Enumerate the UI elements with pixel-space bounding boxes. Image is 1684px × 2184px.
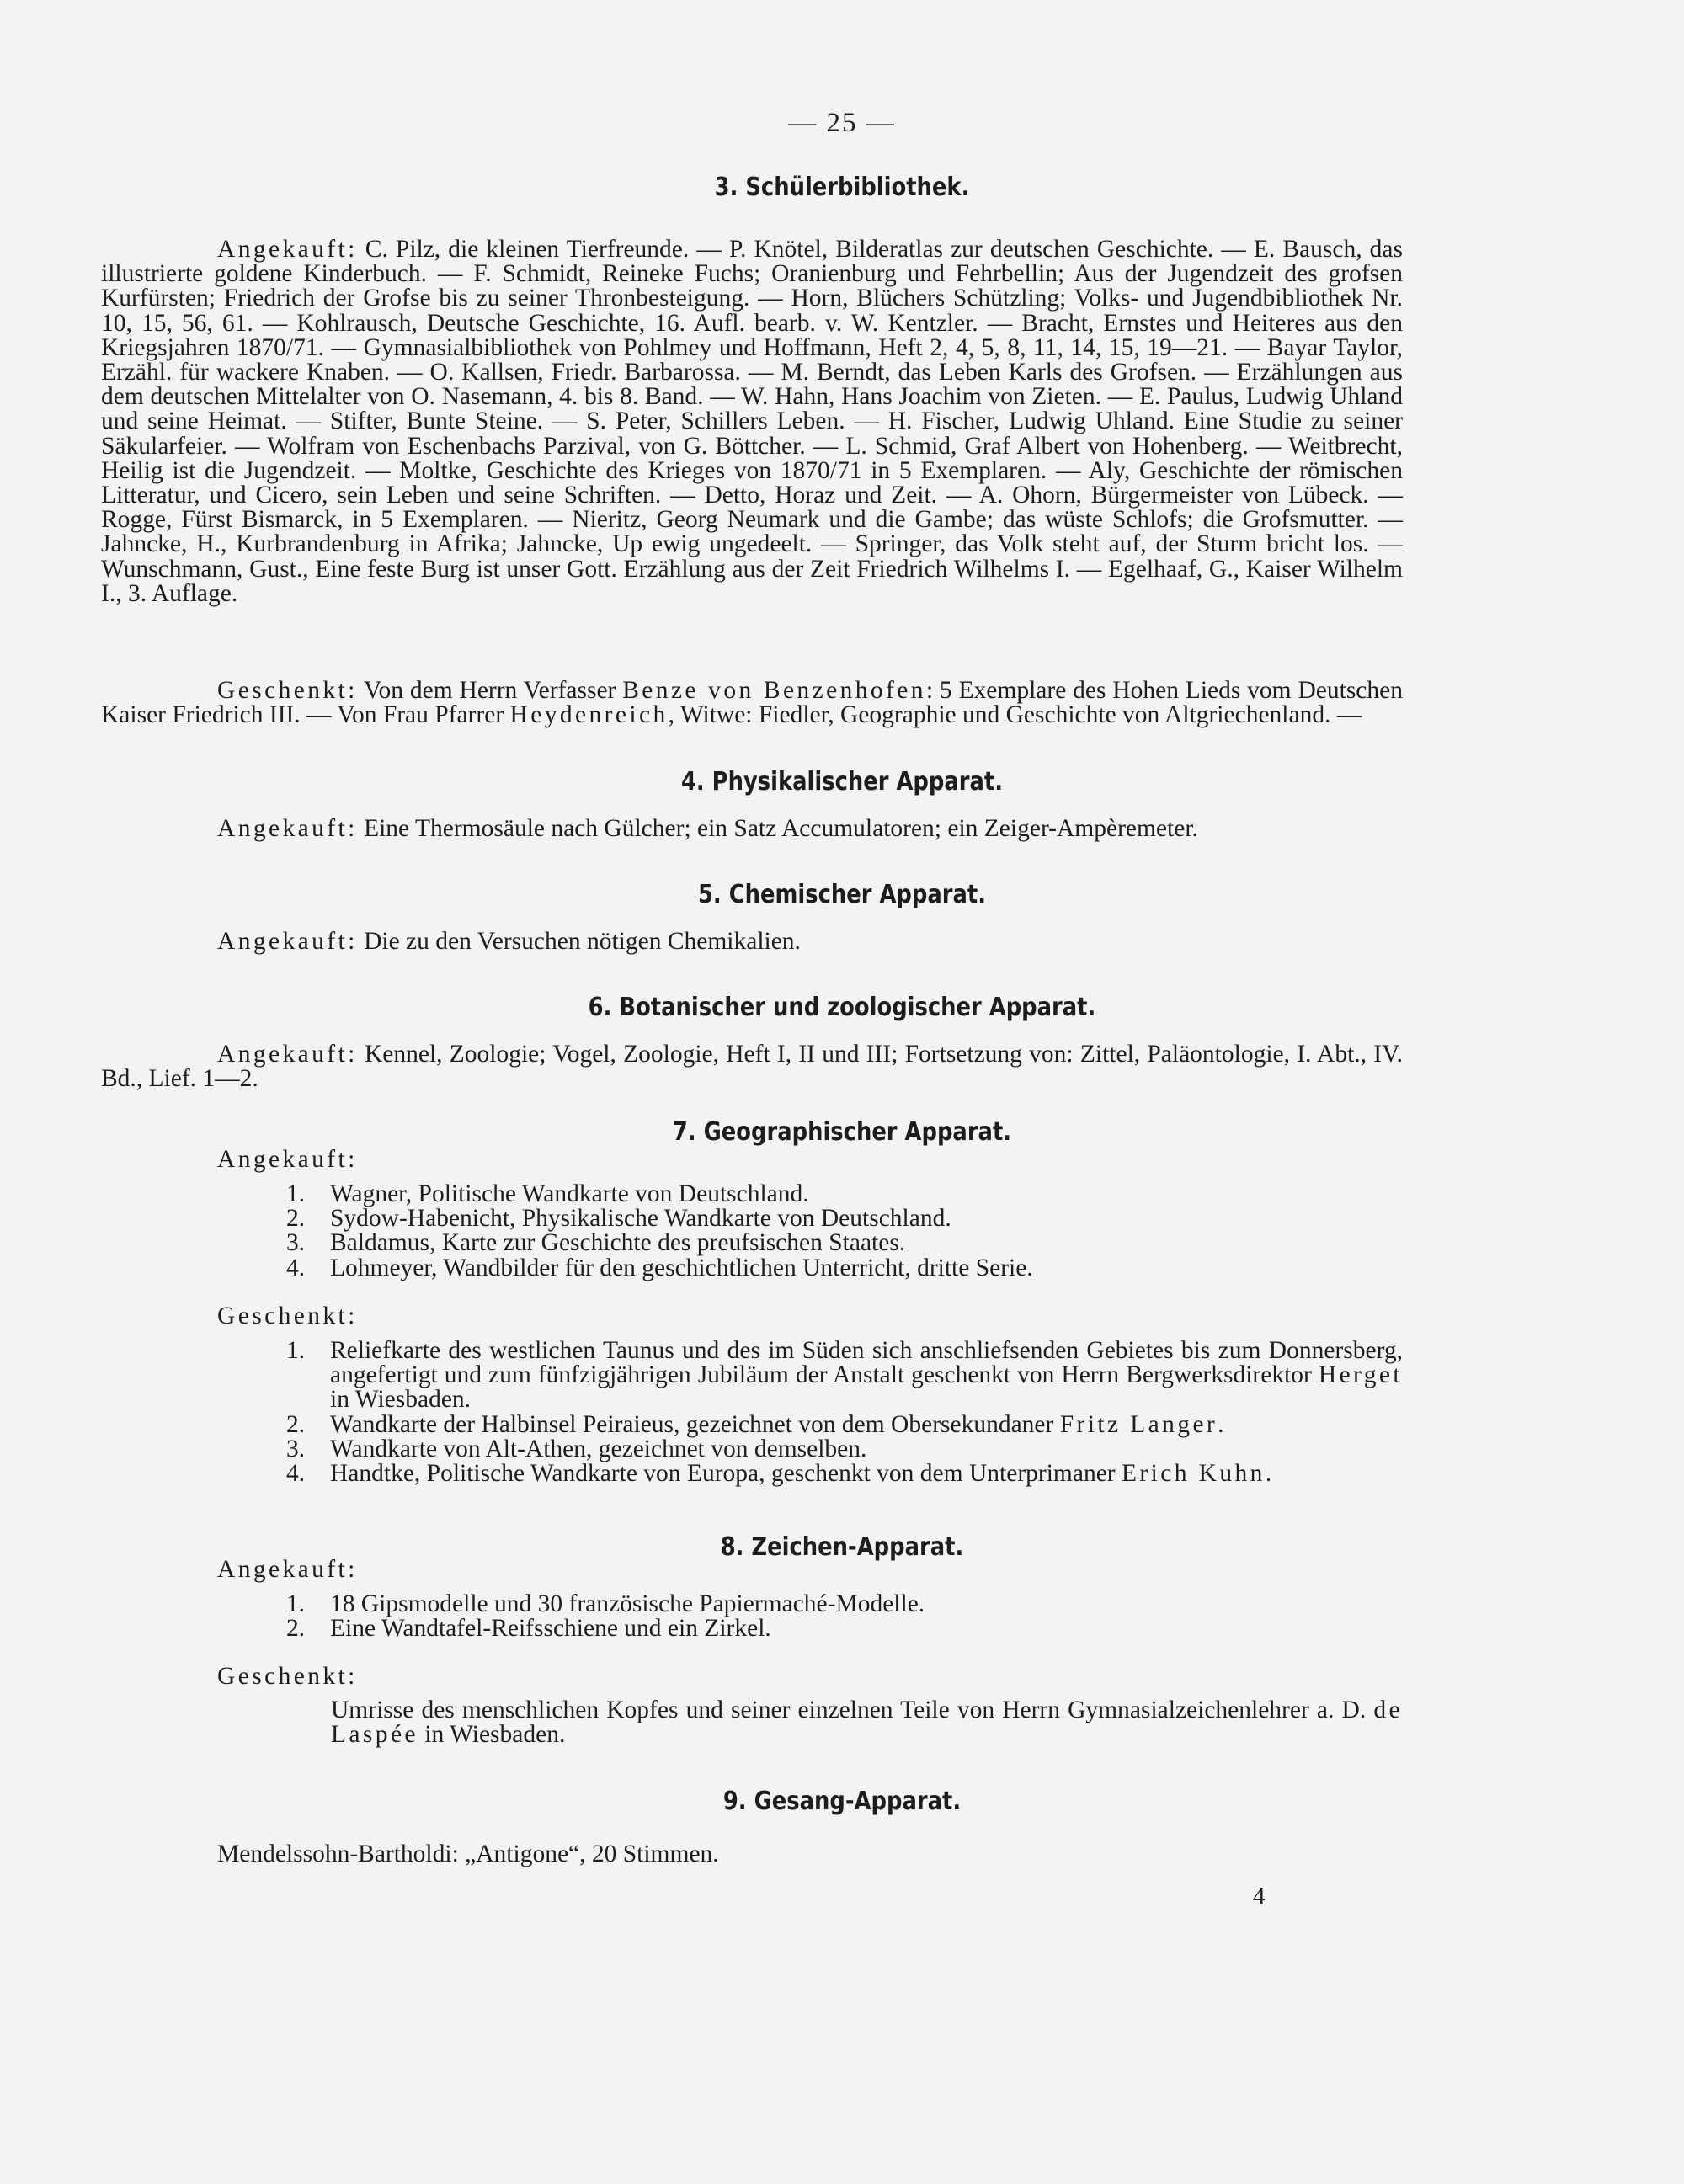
item-text: .: [1218, 1410, 1224, 1438]
list-item: [278, 1410, 1403, 1438]
angekauft-label: Angekauft:: [217, 928, 358, 955]
gesang-apparat-text: Mendelssohn-Bartholdi: „Antigone“, 20 Stimmen.: [217, 1840, 719, 1867]
zeichen-geschenkt-label: Geschenkt:: [217, 1663, 358, 1690]
angekauft-text: Die zu den Versuchen nötigen Chemikalien.: [357, 928, 801, 955]
item-text: Baldamus, Karte zur Geschichte des preufsischen Staates.: [330, 1229, 906, 1257]
physikalischer-apparat-paragraph: [101, 817, 1403, 841]
item-text: 18 Gipsmodelle und 30 französische Papiermaché-Modelle.: [330, 1590, 925, 1617]
schuelerbibliothek-angekauft-paragraph: [101, 237, 1403, 606]
item-number: 1.: [286, 1337, 306, 1364]
geographischer-geschenkt-label: Geschenkt:: [217, 1302, 358, 1329]
geschenkt-label: Geschenkt:: [217, 677, 358, 704]
donor-name: Herget: [1318, 1361, 1403, 1389]
list-item: [278, 1207, 1403, 1231]
section-heading-geographischer-apparat: 7. Geographischer Apparat.: [672, 1117, 1012, 1147]
chemischer-apparat-paragraph: [101, 930, 1403, 954]
item-text: Eine Wandtafel-Reifsschiene und ein Zirkel.: [330, 1615, 771, 1643]
item-number: 1.: [286, 1590, 306, 1617]
angekauft-label: Angekauft:: [217, 815, 358, 842]
geschenkt-text-part: : 5 Exemplare des Hohen Lieds vom Deutschen Kaiser Friedrich III. — Von Frau Pfarrer: [101, 677, 1403, 729]
geschenkt-text-part: , Witwe: Fiedler, Geographie und Geschichte von Altgriechenland. —: [668, 701, 1362, 729]
section-heading-zeichen-apparat: 8. Zeichen-Apparat.: [720, 1532, 964, 1562]
item-text: Wandkarte von Alt-Athen, gezeichnet von demselben.: [330, 1435, 867, 1462]
sheet-number: 4: [1253, 1883, 1266, 1910]
geographischer-angekauft-list: [278, 1182, 1403, 1281]
item-number: 4.: [286, 1254, 306, 1281]
angekauft-text: Kennel, Zoologie; Vogel, Zoologie, Heft I, II und III; Fortsetzung von: Zittel, Paläontologie, I. Abt., IV. Bd., Lief. 1—2.: [101, 1041, 1403, 1093]
item-number: 2.: [286, 1410, 306, 1438]
section-heading-gesang-apparat: 9. Gesang-Apparat.: [722, 1787, 962, 1816]
page-number: — 25 —: [788, 108, 896, 138]
donor-name: de Laspée: [331, 1697, 1403, 1749]
botanischer-apparat-paragraph: [101, 1042, 1403, 1091]
angekauft-label: Angekauft:: [217, 236, 358, 263]
section-heading-botanischer-zoologischer-apparat: 6. Botanischer und zoologischer Apparat.: [588, 993, 1096, 1022]
list-item: [278, 1339, 1403, 1413]
item-number: 2.: [286, 1615, 306, 1643]
list-item: [278, 1182, 1403, 1207]
item-number: 1.: [286, 1180, 306, 1207]
list-item: [278, 1462, 1403, 1486]
item-text: Handtke, Politische Wandkarte von Europa, geschenkt von dem Unterprimaner: [330, 1460, 1122, 1488]
zeichen-angekauft-list: [278, 1592, 1403, 1641]
section-heading-chemischer-apparat: 5. Chemischer Apparat.: [697, 880, 987, 909]
list-item: [278, 1617, 1403, 1641]
zeichen-geschenkt-text: [331, 1698, 1403, 1747]
donor-name: Erich Kuhn: [1122, 1460, 1266, 1488]
angekauft-text: Eine Thermosäule nach Gülcher; ein Satz Accumulatoren; ein Zeiger-Ampèremeter.: [357, 815, 1198, 842]
section-heading-schuelerbibliothek: 3. Schülerbibliothek.: [714, 173, 970, 202]
angekauft-text: C. Pilz, die kleinen Tierfreunde. — P. Knötel, Bilderatlas zur deutschen Geschichte. — E. Bausch, das illustrierte goldene Kinderbuch. — F. Schmidt, Reineke Fuchs; Oranienburg und Fehrbellin; Aus der Jugendzeit des grofsen Kurfürsten; Friedrich der Grofse bis zu seiner Thronbesteigung. — Horn, Blüchers Schützling; Volks- und Jugendbibliothek Nr. 10, 15, 56, 61. — Kohlrausch, Deutsche Geschichte, 16. Aufl. bearb. v. W. Kentzler. — Bracht, Ernstes und Heiteres aus den Kriegsjahren 1870/71. — Gymnasialbibliothek von Pohlmey und Hoffmann, Heft 2, 4, 5, 8, 11, 14, 15, 19—21. — Bayar Taylor, Erzähl. für wackere Knaben. — O. Kallsen, Friedr. Barbarossa. — M. Berndt, das Leben Karls des Grofsen. — Erzählungen aus dem deutschen Mittelalter von O. Nasemann, 4. bis 8. Band. — W. Hahn, Hans Joachim von Zieten. — E. Paulus, Ludwig Uhland und seine Heimat. — Stifter, Bunte Steine. — S. Peter, Schillers Leben. — H. Fischer, Ludwig Uhland. Eine Studie zu seiner Säkularfeier. — Wolfram von Eschenbachs Parzival, von G. Böttcher. — L. Schmid, Graf Albert von Hohenberg. — Weitbrecht, Heilig ist die Jugendzeit. — Moltke, Geschichte des Krieges von 1870/71 in 5 Exemplaren. — Aly, Geschichte der römischen Litteratur, und Cicero, sein Leben und seine Schriften. — Detto, Horaz und Zeit. — A. Ohorn, Bürgermeister von Lübeck. — Rogge, Fürst Bismarck, in 5 Exemplaren. — Nieritz, Georg Neumark und die Gambe; das wüste Schlofs; die Grofsmutter. — Jahncke, H., Kurbrandenburg in Afrika; Jahncke, Up ewig ungedeelt. — Springer, das Volk steht auf, der Sturm bricht los. — Wunschmann, Gust., Eine feste Burg ist unser Gott. Erzählung aus der Zeit Friedrich Wilhelms I. — Egelhaaf, G., Kaiser Wilhelm I., 3. Auflage.: [101, 236, 1403, 607]
item-number: 3.: [286, 1229, 306, 1257]
item-number: 4.: [286, 1460, 306, 1488]
item-text: Reliefkarte des westlichen Taunus und des im Süden sich anschliefsenden Gebietes bis zum Donnersberg, angefertigt und zum fünfzigjährigen Jubiläum der Anstalt geschenkt von Herrn Bergwerksdirektor: [330, 1337, 1403, 1389]
geographischer-geschenkt-list: [278, 1339, 1403, 1486]
list-item: [278, 1437, 1403, 1462]
donor-name: Benze von Benzenhofen: [622, 677, 926, 704]
list-item: [278, 1592, 1403, 1617]
geschenkt-text-part: Umrisse des menschlichen Kopfes und seiner einzelnen Teile von Herrn Gymnasialzeichenlehrer a. D.: [331, 1697, 1374, 1723]
item-text: Lohmeyer, Wandbilder für den geschichtlichen Unterricht, dritte Serie.: [330, 1254, 1033, 1281]
geographischer-angekauft-label: Angekauft:: [217, 1146, 358, 1173]
item-number: 3.: [286, 1435, 306, 1462]
item-number: 2.: [286, 1205, 306, 1233]
angekauft-label: Angekauft:: [217, 1041, 358, 1068]
geschenkt-text-part: Von dem Herrn Verfasser: [357, 677, 623, 704]
donor-name: Fritz Langer: [1059, 1410, 1218, 1438]
item-text: in Wiesbaden.: [330, 1386, 472, 1414]
item-text: Wandkarte der Halbinsel Peiraieus, gezeichnet von dem Obersekundaner: [330, 1410, 1060, 1438]
zeichen-angekauft-label: Angekauft:: [217, 1556, 358, 1583]
list-item: [278, 1256, 1403, 1281]
list-item: [278, 1231, 1403, 1255]
item-text: Sydow-Habenicht, Physikalische Wandkarte von Deutschland.: [330, 1205, 951, 1233]
section-heading-physikalischer-apparat: 4. Physikalischer Apparat.: [680, 767, 1004, 796]
item-text: Wagner, Politische Wandkarte von Deutschland.: [330, 1180, 809, 1207]
donor-name: Heydenreich: [509, 701, 669, 729]
item-text: .: [1265, 1460, 1272, 1488]
geschenkt-text-part: in Wiesbaden.: [418, 1721, 566, 1749]
schuelerbibliothek-geschenkt-paragraph: [101, 679, 1403, 727]
